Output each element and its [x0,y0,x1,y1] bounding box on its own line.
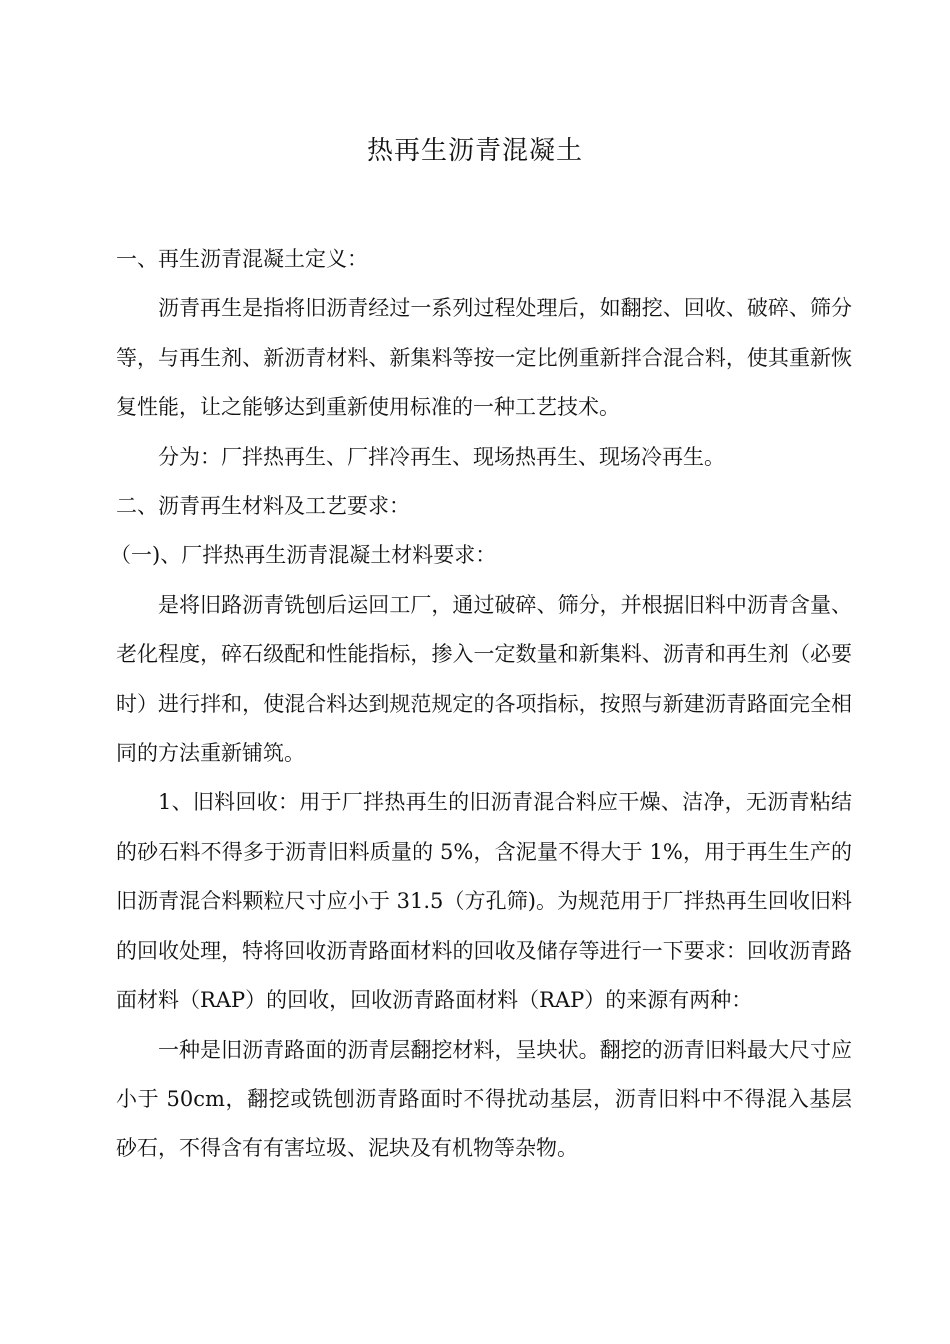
paragraph-definition: 沥青再生是指将旧沥青经过一系列过程处理后，如翻挖、回收、破碎、筛分等，与再生剂、新沥青材料、新集料等按一定比例重新拌合混合料，使其重新恢复性能，让之能够达到重新使用标准的一种工艺技术。 [116,296,852,420]
paragraph-plant-mix: 是将旧路沥青铣刨后运回工厂，通过破碎、筛分，并根据旧料中沥青含量、老化程度，碎石级配和性能指标，掺入一定数量和新集料、沥青和再生剂（必要时）进行拌和，使混合料达到规范规定的各项指标，按照与新建沥青路面完全相同的方法重新铺筑。 [116,592,852,766]
document-body [110,235,852,1174]
paragraph-recovery: 1、旧料回收：用于厂拌热再生的旧沥青混合料应干燥、洁净，无沥青粘结的砂石料不得多于沥青旧料质量的 5%，含泥量不得大于 1%，用于再生生产的旧沥青混合料颗粒尺寸应小于 31.5（方孔筛)。为规范用于厂拌热再生回收旧料的回收处理，特将回收沥青路面材料的回收及储存等进行一下要求：回收沥青路面材料（RAP）的回收，回收沥青路面材料（RAP）的来源有两种： [116,790,852,1013]
document-title: 热再生沥青混凝土 [366,136,583,166]
section-heading-definition: 一、再生沥青混凝土定义： [116,247,368,271]
paragraph-types: 分为：厂拌热再生、厂拌冷再生、现场热再生、现场冷再生。 [158,444,725,469]
section-heading-materials: 二、沥青再生材料及工艺要求： [116,494,410,519]
paragraph-rap-source: 一种是旧沥青路面的沥青层翻挖材料，呈块状。翻挖的沥青旧料最大尺寸应小于 50cm，翻挖或铣刨沥青路面时不得扰动基层，沥青旧料中不得混入基层砂石，不得含有有害垃圾、泥块及有机物等杂物。 [116,1037,852,1161]
subsection-heading-plant-mix: （一)、厂拌热再生沥青混凝土材料要求： [110,543,497,568]
